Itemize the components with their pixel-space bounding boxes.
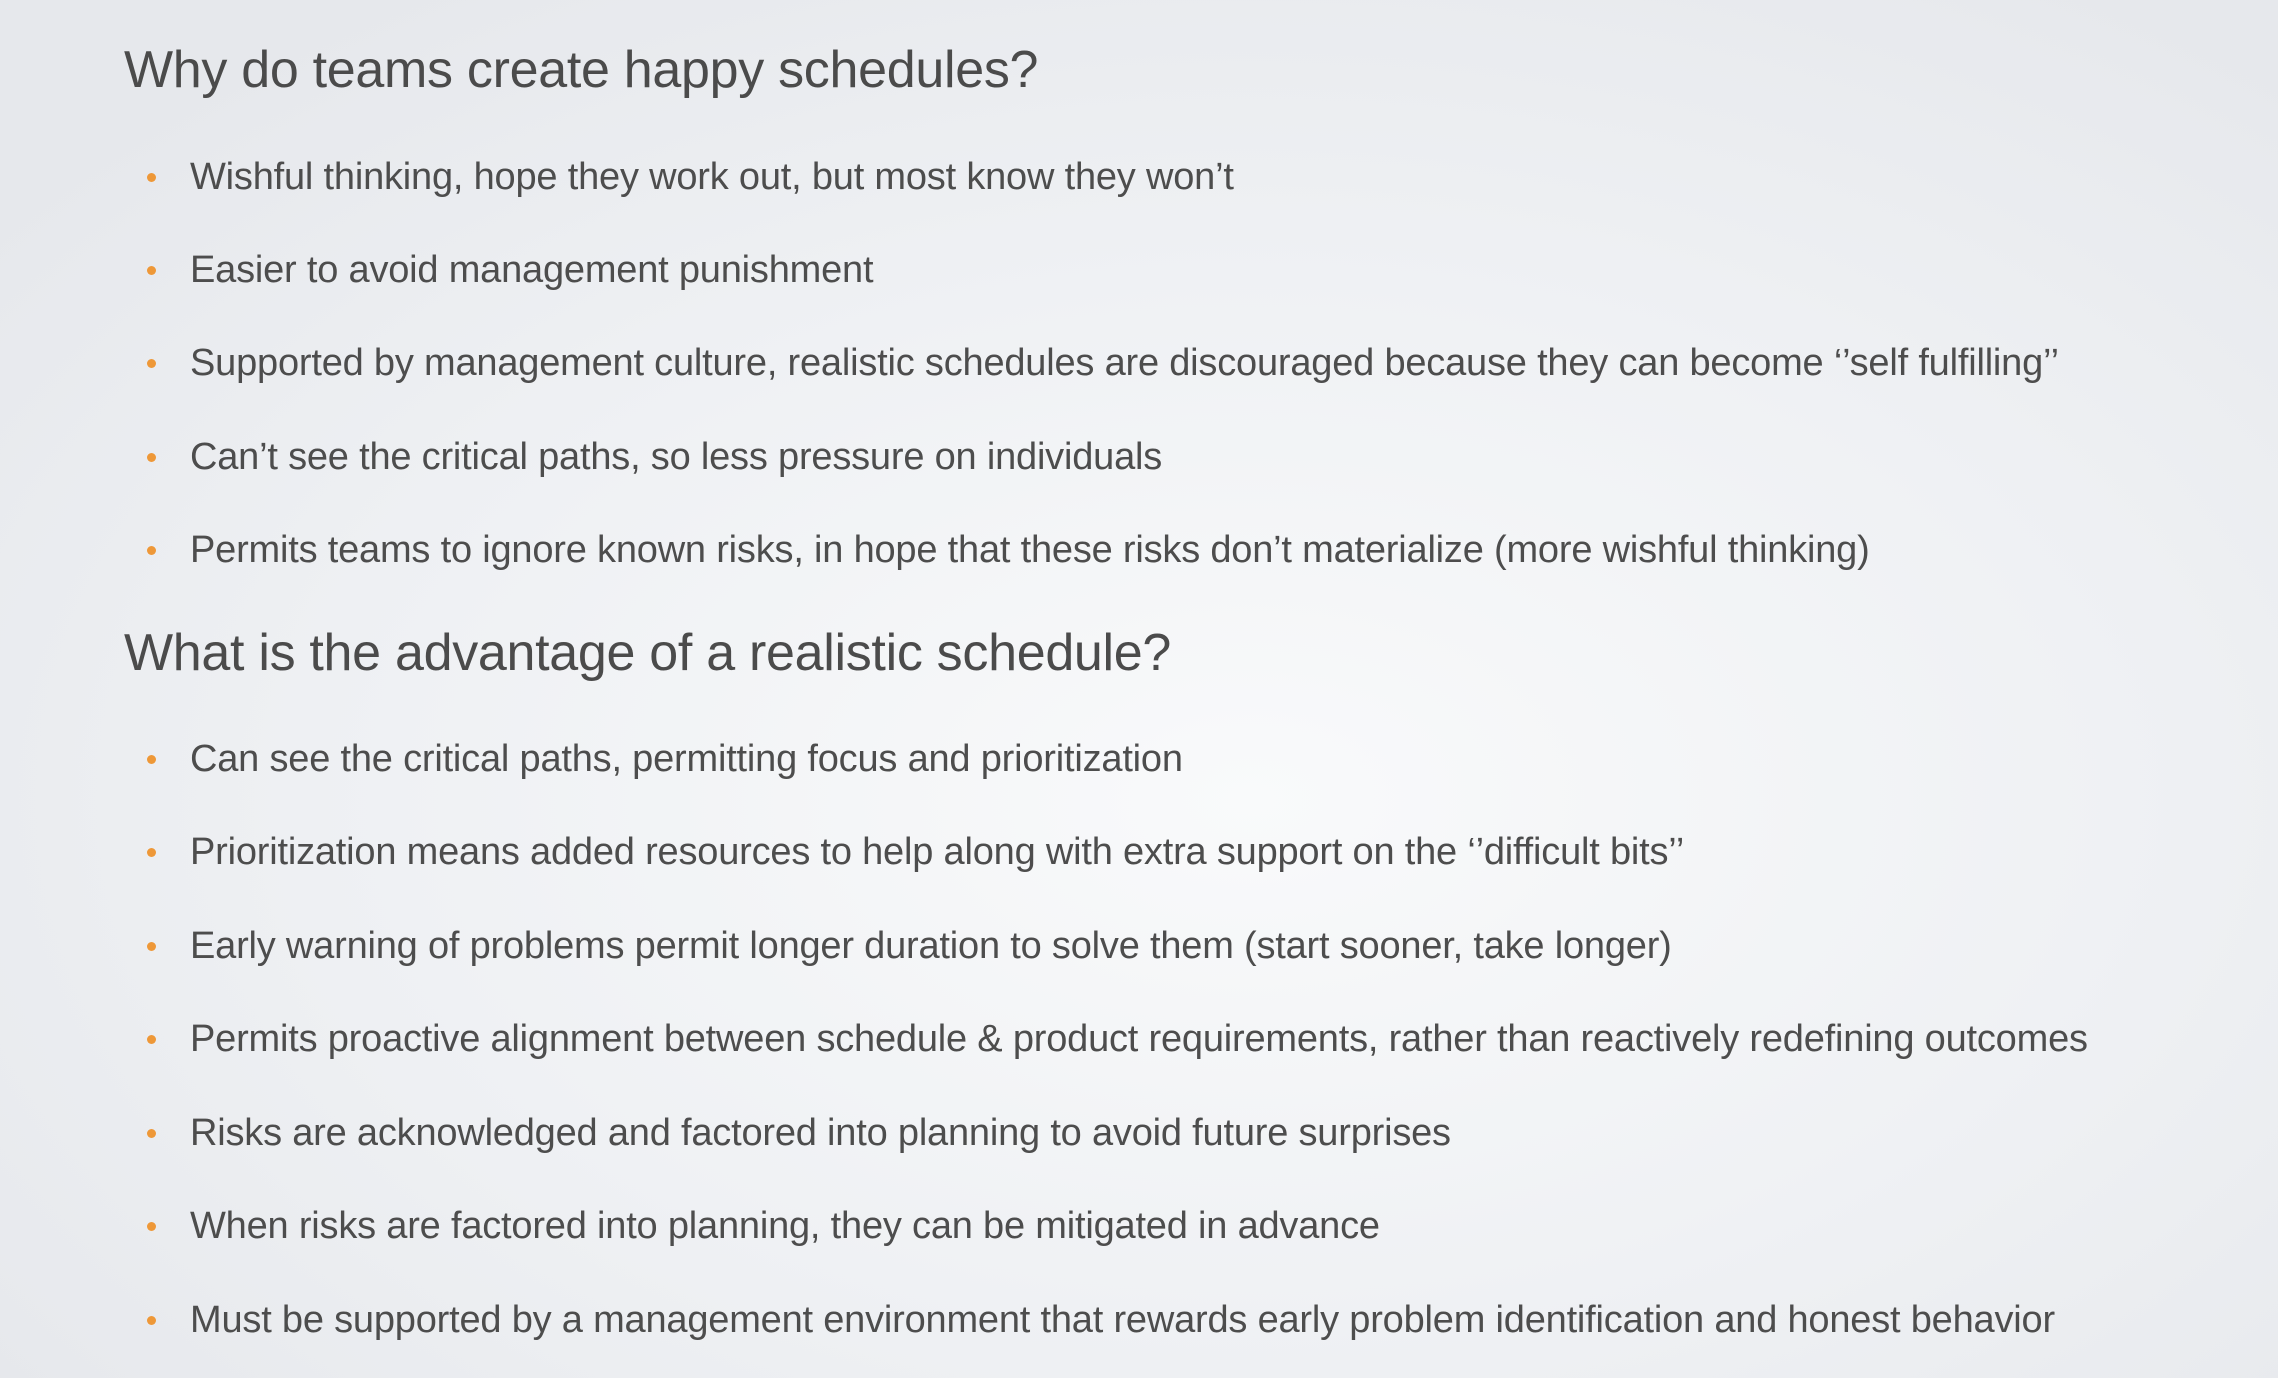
bullet-icon [147, 266, 156, 275]
list-item-text: Risks are acknowledged and factored into planning to avoid future surprises [190, 1112, 1451, 1154]
list-item-text: Can’t see the critical paths, so less pressure on individuals [190, 436, 1163, 478]
bullet-icon [147, 942, 156, 951]
list-item-text: Early warning of problems permit longer duration to solve them (start sooner, take longer) [190, 925, 1672, 967]
list-item [0, 1009, 2278, 1069]
list-item [0, 916, 2278, 976]
list-item-text: Easier to avoid management punishment [190, 249, 874, 291]
bullet-icon [147, 755, 156, 764]
bullet-icon [147, 1222, 156, 1231]
list-item-text: Permits teams to ignore known risks, in hope that these risks don’t materialize (more wishful thinking) [190, 529, 1870, 571]
list-item [0, 1290, 2278, 1350]
bullet-icon [147, 1129, 156, 1138]
list-item [0, 729, 2278, 789]
bullet-icon [147, 1316, 156, 1325]
list-item [0, 822, 2278, 882]
bullet-icon [147, 453, 156, 462]
list-item-text: Wishful thinking, hope they work out, but most know they won’t [190, 156, 1234, 198]
bullet-icon [147, 173, 156, 182]
list-item-text: Supported by management culture, realistic schedules are discouraged because they can become ‘’self fulfilling’’ [190, 342, 2059, 384]
list-item [0, 520, 2278, 580]
list-item [0, 240, 2278, 300]
section1-title: Why do teams create happy schedules? [124, 41, 1039, 99]
list-item-text: Can see the critical paths, permitting focus and prioritization [190, 738, 1183, 780]
list-item [0, 427, 2278, 487]
list-item [0, 1196, 2278, 1256]
section2-title: What is the advantage of a realistic schedule? [124, 624, 1172, 682]
bullet-icon [147, 359, 156, 368]
list-item-text: Prioritization means added resources to help along with extra support on the ‘’difficult bits’’ [190, 831, 1685, 873]
list-item-text: Must be supported by a management environment that rewards early problem identification and honest behavior [190, 1299, 2055, 1341]
bullet-icon [147, 1035, 156, 1044]
list-item [0, 1103, 2278, 1163]
bullet-icon [147, 848, 156, 857]
list-item [0, 147, 2278, 207]
list-item [0, 333, 2278, 393]
bullet-icon [147, 546, 156, 555]
list-item-text: Permits proactive alignment between schedule & product requirements, rather than reactively redefining outcomes [190, 1018, 2088, 1060]
list-item-text: When risks are factored into planning, they can be mitigated in advance [190, 1205, 1380, 1247]
